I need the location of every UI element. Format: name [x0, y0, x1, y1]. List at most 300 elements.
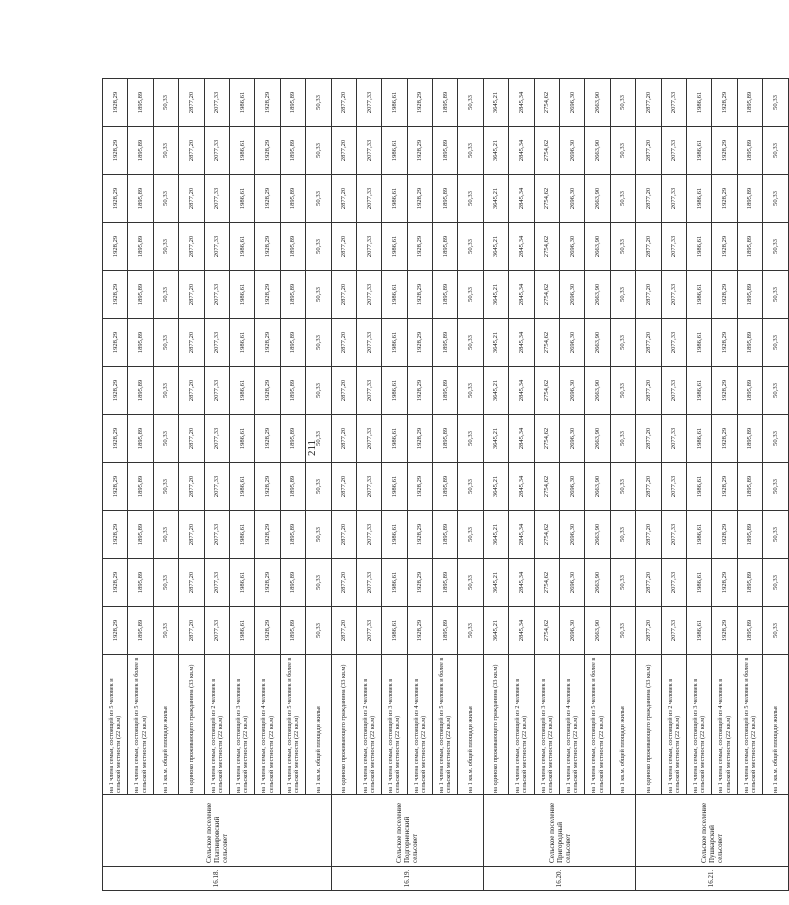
rate-value-cell: 1895,89	[433, 367, 458, 415]
rate-value-cell: 2877,20	[179, 607, 204, 655]
rate-value-cell: 1986,61	[686, 463, 711, 511]
rate-value-cell: 2077,33	[356, 271, 381, 319]
rate-value-cell: 1986,61	[686, 559, 711, 607]
rate-value-cell: 2663,90	[585, 127, 610, 175]
rate-value-cell: 50,33	[153, 79, 178, 127]
rate-value-cell: 2845,34	[509, 79, 534, 127]
rate-description: на 1 члена семьи, состоящей из 5 человек и сельской местности (22 кв.м)	[103, 655, 128, 795]
rate-value-cell: 50,33	[306, 415, 331, 463]
rate-value-cell: 2077,33	[356, 607, 381, 655]
settlement-name: Сельское поселение Платнировский сельсовет	[103, 795, 332, 867]
rate-value-cell: 50,33	[763, 175, 788, 223]
rate-value-cell: 1928,29	[712, 319, 737, 367]
rate-value-cell: 1895,89	[737, 175, 762, 223]
rate-description: на одиноко проживающего гражданина (33 кв.м)	[483, 655, 508, 795]
rate-value-cell: 1928,29	[407, 79, 432, 127]
rate-description: на 1 члена семьи, состоящей из 5 человек и более в сельской местности (22 кв.м)	[585, 655, 610, 795]
table-row	[636, 79, 661, 891]
rate-value-cell: 1928,29	[255, 127, 280, 175]
rate-value-cell: 1928,29	[255, 79, 280, 127]
rate-value-cell: 2077,33	[204, 415, 229, 463]
rate-value-cell: 1928,29	[103, 127, 128, 175]
rate-value-cell: 1895,89	[433, 511, 458, 559]
rate-value-cell: 1928,29	[407, 367, 432, 415]
rate-value-cell: 3645,21	[483, 607, 508, 655]
rate-value-cell: 3645,21	[483, 367, 508, 415]
rate-value-cell: 1895,89	[280, 511, 305, 559]
rate-value-cell: 50,33	[458, 511, 483, 559]
rate-value-cell: 1986,61	[382, 319, 407, 367]
rate-value-cell: 50,33	[306, 175, 331, 223]
rate-value-cell: 50,33	[763, 79, 788, 127]
rate-value-cell: 50,33	[458, 463, 483, 511]
rate-value-cell: 1986,61	[686, 511, 711, 559]
rate-value-cell: 50,33	[306, 463, 331, 511]
rate-value-cell: 2077,33	[204, 559, 229, 607]
rate-value-cell: 2877,20	[331, 271, 356, 319]
rate-value-cell: 2077,33	[356, 175, 381, 223]
rate-value-cell: 2077,33	[661, 463, 686, 511]
rate-value-cell: 2696,30	[560, 415, 585, 463]
rate-value-cell: 2754,62	[534, 223, 559, 271]
tariff-table-body	[103, 79, 789, 891]
rate-value-cell: 1895,89	[737, 271, 762, 319]
rate-value-cell: 50,33	[458, 175, 483, 223]
rate-value-cell: 1895,89	[128, 127, 153, 175]
rate-value-cell: 50,33	[458, 127, 483, 175]
rate-value-cell: 1986,61	[686, 175, 711, 223]
rate-value-cell: 1986,61	[229, 223, 254, 271]
rate-value-cell: 50,33	[458, 223, 483, 271]
rate-value-cell: 50,33	[153, 559, 178, 607]
rate-value-cell: 1986,61	[229, 271, 254, 319]
rate-value-cell: 1986,61	[686, 223, 711, 271]
rate-value-cell: 50,33	[763, 223, 788, 271]
rate-value-cell: 2877,20	[179, 511, 204, 559]
rate-value-cell: 1928,29	[103, 79, 128, 127]
rate-description: на 1 члена семьи, состоящей из 4 человек в сельской местности (22 кв.м)	[407, 655, 432, 795]
rate-value-cell: 1895,89	[737, 415, 762, 463]
rate-value-cell: 2845,34	[509, 511, 534, 559]
rate-value-cell: 1928,29	[712, 511, 737, 559]
rate-value-cell: 1986,61	[382, 223, 407, 271]
rate-value-cell: 1895,89	[737, 511, 762, 559]
rate-value-cell: 1895,89	[433, 463, 458, 511]
rate-description: на 1 члена семьи, состоящей из 4 человек в сельской местности (22 кв.м)	[255, 655, 280, 795]
rate-value-cell: 1895,89	[280, 607, 305, 655]
rate-value-cell: 1928,29	[103, 607, 128, 655]
rate-value-cell: 1928,29	[255, 511, 280, 559]
rate-value-cell: 1986,61	[686, 79, 711, 127]
rate-value-cell: 2077,33	[661, 127, 686, 175]
rate-value-cell: 1895,89	[280, 79, 305, 127]
rate-value-cell: 1986,61	[229, 607, 254, 655]
rate-value-cell: 50,33	[306, 79, 331, 127]
table-row	[509, 79, 534, 891]
table-row	[737, 79, 762, 891]
rate-value-cell: 1895,89	[737, 223, 762, 271]
rate-value-cell: 50,33	[610, 559, 635, 607]
rate-value-cell: 1895,89	[433, 607, 458, 655]
rate-description: на одиноко проживающего гражданина (33 кв.м)	[331, 655, 356, 795]
rate-description: на 1 кв.м. общей площади жилья	[610, 655, 635, 795]
rate-value-cell: 2077,33	[661, 559, 686, 607]
rate-value-cell: 50,33	[306, 511, 331, 559]
rate-value-cell: 2877,20	[636, 607, 661, 655]
rate-value-cell: 50,33	[153, 367, 178, 415]
rate-value-cell: 2696,30	[560, 175, 585, 223]
rate-value-cell: 2877,20	[636, 415, 661, 463]
rate-value-cell: 1928,29	[103, 415, 128, 463]
rate-value-cell: 1986,61	[686, 319, 711, 367]
rate-value-cell: 1986,61	[382, 511, 407, 559]
rate-value-cell: 1986,61	[382, 463, 407, 511]
rate-value-cell: 3645,21	[483, 319, 508, 367]
rate-value-cell: 1928,29	[712, 607, 737, 655]
rate-value-cell: 50,33	[458, 607, 483, 655]
rate-value-cell: 50,33	[610, 463, 635, 511]
rate-value-cell: 1928,29	[712, 367, 737, 415]
rate-value-cell: 2877,20	[636, 559, 661, 607]
rate-value-cell: 2877,20	[331, 415, 356, 463]
rate-value-cell: 1986,61	[382, 175, 407, 223]
table-row	[331, 79, 356, 891]
rate-value-cell: 2077,33	[204, 511, 229, 559]
table-row	[356, 79, 381, 891]
rate-value-cell: 50,33	[153, 415, 178, 463]
rate-value-cell: 50,33	[610, 367, 635, 415]
rate-value-cell: 1928,29	[103, 559, 128, 607]
rate-value-cell: 2077,33	[356, 463, 381, 511]
rate-description: на 1 члена семьи, состоящей из 5 человек и более в сельской местности (22 кв.м)	[433, 655, 458, 795]
settlement-name: Сельское поселение Пригородный сельсовет	[483, 795, 635, 867]
rate-value-cell: 1928,29	[712, 223, 737, 271]
rate-value-cell: 2877,20	[636, 79, 661, 127]
rate-value-cell: 2877,20	[636, 367, 661, 415]
rate-value-cell: 2696,30	[560, 271, 585, 319]
rate-value-cell: 2663,90	[585, 559, 610, 607]
rate-value-cell: 50,33	[763, 127, 788, 175]
page-number: 211	[306, 439, 319, 457]
table-row	[585, 79, 610, 891]
rate-value-cell: 1928,29	[255, 367, 280, 415]
rate-value-cell: 1895,89	[128, 271, 153, 319]
rate-value-cell: 2077,33	[204, 319, 229, 367]
rate-value-cell: 50,33	[306, 367, 331, 415]
rate-value-cell: 1928,29	[407, 127, 432, 175]
rate-value-cell: 2663,90	[585, 367, 610, 415]
rate-value-cell: 2845,34	[509, 559, 534, 607]
rate-value-cell: 1928,29	[255, 463, 280, 511]
rate-value-cell: 1928,29	[255, 223, 280, 271]
rate-value-cell: 2845,34	[509, 319, 534, 367]
rate-value-cell: 1928,29	[255, 271, 280, 319]
rate-value-cell: 1928,29	[407, 511, 432, 559]
rate-value-cell: 2696,30	[560, 607, 585, 655]
rate-value-cell: 50,33	[153, 511, 178, 559]
rate-value-cell: 1986,61	[382, 367, 407, 415]
rate-value-cell: 2877,20	[331, 223, 356, 271]
rate-value-cell: 1928,29	[103, 271, 128, 319]
rate-value-cell: 1986,61	[686, 127, 711, 175]
rate-value-cell: 50,33	[763, 511, 788, 559]
table-row	[255, 79, 280, 891]
rate-description: на 1 члена семьи, состоящей из 4 человек в сельской местности (22 кв.м)	[712, 655, 737, 795]
rate-description: на 1 члена семьи, состоящей из 5 человек и более в сельской местности (22 кв.м)	[737, 655, 762, 795]
rate-value-cell: 1986,61	[686, 607, 711, 655]
rate-value-cell: 2877,20	[331, 511, 356, 559]
rate-value-cell: 2877,20	[179, 319, 204, 367]
rate-value-cell: 2845,34	[509, 463, 534, 511]
table-row	[534, 79, 559, 891]
rate-value-cell: 50,33	[306, 559, 331, 607]
rate-value-cell: 2877,20	[179, 79, 204, 127]
rate-value-cell: 2077,33	[204, 607, 229, 655]
rate-value-cell: 2754,62	[534, 319, 559, 367]
rate-value-cell: 1928,29	[255, 319, 280, 367]
rate-value-cell: 1928,29	[407, 175, 432, 223]
rate-value-cell: 2877,20	[636, 511, 661, 559]
rate-value-cell: 1986,61	[229, 367, 254, 415]
rate-value-cell: 2845,34	[509, 127, 534, 175]
rate-value-cell: 1895,89	[433, 175, 458, 223]
rate-value-cell: 1928,29	[255, 607, 280, 655]
rate-value-cell: 2877,20	[331, 367, 356, 415]
rate-value-cell: 1895,89	[433, 223, 458, 271]
rate-value-cell: 2754,62	[534, 415, 559, 463]
rate-value-cell: 50,33	[153, 463, 178, 511]
rate-value-cell: 1895,89	[280, 415, 305, 463]
rate-value-cell: 1928,29	[103, 175, 128, 223]
table-row	[204, 79, 229, 891]
rate-value-cell: 50,33	[763, 367, 788, 415]
rate-value-cell: 1928,29	[712, 127, 737, 175]
rate-description: на 1 члена семьи, состоящей из 3 человек в сельской местности (22 кв.м)	[229, 655, 254, 795]
rate-value-cell: 1895,89	[128, 319, 153, 367]
rate-value-cell: 1895,89	[737, 367, 762, 415]
rate-value-cell: 2077,33	[661, 319, 686, 367]
rate-value-cell: 2663,90	[585, 607, 610, 655]
rate-value-cell: 2877,20	[331, 79, 356, 127]
rate-description: на 1 члена семьи, состоящей из 2 человек в сельской местности (22 кв.м)	[661, 655, 686, 795]
rate-value-cell: 1895,89	[280, 319, 305, 367]
rate-value-cell: 1986,61	[229, 79, 254, 127]
rate-value-cell: 1895,89	[128, 511, 153, 559]
rate-value-cell: 2663,90	[585, 463, 610, 511]
rate-value-cell: 2754,62	[534, 463, 559, 511]
rate-value-cell: 1928,29	[103, 511, 128, 559]
rate-value-cell: 1986,61	[382, 79, 407, 127]
rate-value-cell: 2754,62	[534, 271, 559, 319]
rate-value-cell: 1928,29	[103, 319, 128, 367]
rate-value-cell: 1895,89	[433, 79, 458, 127]
rate-value-cell: 1986,61	[686, 271, 711, 319]
rate-value-cell: 1928,29	[255, 415, 280, 463]
rate-value-cell: 2845,34	[509, 415, 534, 463]
rate-value-cell: 2663,90	[585, 271, 610, 319]
rate-value-cell: 1928,29	[255, 559, 280, 607]
rate-value-cell: 50,33	[610, 319, 635, 367]
rate-description: на 1 кв.м. общей площади жилья	[306, 655, 331, 795]
rate-value-cell: 1928,29	[407, 559, 432, 607]
rate-value-cell: 50,33	[153, 175, 178, 223]
rate-value-cell: 1928,29	[407, 415, 432, 463]
rate-value-cell: 1928,29	[712, 463, 737, 511]
rate-value-cell: 1895,89	[433, 559, 458, 607]
rate-value-cell: 2077,33	[204, 175, 229, 223]
rate-value-cell: 1986,61	[229, 127, 254, 175]
rate-description: на 1 члена семьи, состоящей из 3 человек в сельской местности (22 кв.м)	[382, 655, 407, 795]
rate-value-cell: 1928,29	[103, 463, 128, 511]
rate-value-cell: 2877,20	[636, 463, 661, 511]
rate-value-cell: 50,33	[458, 559, 483, 607]
table-row	[153, 79, 178, 891]
rate-value-cell: 2077,33	[661, 79, 686, 127]
rate-value-cell: 2877,20	[331, 127, 356, 175]
rate-value-cell: 50,33	[458, 319, 483, 367]
rate-value-cell: 1895,89	[280, 367, 305, 415]
rate-value-cell: 50,33	[763, 607, 788, 655]
rate-value-cell: 2696,30	[560, 127, 585, 175]
table-row	[280, 79, 305, 891]
rate-value-cell: 1986,61	[686, 415, 711, 463]
rate-value-cell: 2845,34	[509, 271, 534, 319]
rate-value-cell: 2877,20	[331, 175, 356, 223]
rate-value-cell: 2077,33	[356, 367, 381, 415]
rate-value-cell: 1986,61	[229, 415, 254, 463]
table-row	[610, 79, 635, 891]
rate-value-cell: 1895,89	[737, 319, 762, 367]
rate-value-cell: 2077,33	[356, 511, 381, 559]
rate-value-cell: 2696,30	[560, 223, 585, 271]
table-row	[407, 79, 432, 891]
rate-value-cell: 1895,89	[280, 463, 305, 511]
rate-value-cell: 1928,29	[103, 367, 128, 415]
rate-value-cell: 2077,33	[661, 511, 686, 559]
rate-description: на 1 кв.м. общей площади жилья	[763, 655, 788, 795]
rate-value-cell: 2877,20	[179, 463, 204, 511]
table-row	[433, 79, 458, 891]
rate-value-cell: 50,33	[610, 127, 635, 175]
rate-value-cell: 1928,29	[712, 271, 737, 319]
rate-value-cell: 2077,33	[204, 223, 229, 271]
rate-value-cell: 1928,29	[712, 559, 737, 607]
rate-value-cell: 2077,33	[661, 175, 686, 223]
rate-value-cell: 1895,89	[737, 559, 762, 607]
rate-value-cell: 1986,61	[229, 319, 254, 367]
rate-value-cell: 2696,30	[560, 559, 585, 607]
rate-value-cell: 2077,33	[204, 271, 229, 319]
group-number: 16.19.	[331, 867, 483, 891]
table-row	[128, 79, 153, 891]
rate-description: на 1 члена семьи, состоящей из 3 человек в сельской местности (22 кв.м)	[686, 655, 711, 795]
rate-value-cell: 1928,29	[407, 319, 432, 367]
rate-value-cell: 2754,62	[534, 559, 559, 607]
rate-value-cell: 2077,33	[356, 223, 381, 271]
rate-value-cell: 1928,29	[407, 607, 432, 655]
rate-value-cell: 3645,21	[483, 511, 508, 559]
rate-value-cell: 2877,20	[179, 559, 204, 607]
rate-value-cell: 50,33	[610, 223, 635, 271]
rate-value-cell: 3645,21	[483, 79, 508, 127]
rate-value-cell: 2877,20	[179, 271, 204, 319]
rate-value-cell: 1928,29	[255, 175, 280, 223]
rate-value-cell: 2877,20	[179, 175, 204, 223]
rate-value-cell: 1895,89	[128, 559, 153, 607]
rate-value-cell: 1986,61	[382, 559, 407, 607]
rate-value-cell: 50,33	[458, 367, 483, 415]
rate-value-cell: 50,33	[153, 607, 178, 655]
rate-value-cell: 2077,33	[204, 79, 229, 127]
table-row	[382, 79, 407, 891]
rate-value-cell: 3645,21	[483, 175, 508, 223]
rate-value-cell: 2077,33	[661, 607, 686, 655]
rate-value-cell: 50,33	[153, 223, 178, 271]
group-number: 16.21.	[636, 867, 788, 891]
rate-value-cell: 1895,89	[737, 79, 762, 127]
rate-value-cell: 1895,89	[128, 175, 153, 223]
rate-value-cell: 50,33	[306, 271, 331, 319]
rate-value-cell: 3645,21	[483, 463, 508, 511]
rate-value-cell: 50,33	[610, 511, 635, 559]
rate-value-cell: 50,33	[153, 271, 178, 319]
tariff-table	[102, 78, 789, 891]
table-row	[686, 79, 711, 891]
rate-value-cell: 1895,89	[128, 223, 153, 271]
rate-value-cell: 50,33	[610, 271, 635, 319]
table-row	[560, 79, 585, 891]
rate-value-cell: 2696,30	[560, 319, 585, 367]
rate-value-cell: 2663,90	[585, 79, 610, 127]
rate-value-cell: 50,33	[763, 271, 788, 319]
rate-value-cell: 2663,90	[585, 415, 610, 463]
rate-value-cell: 2663,90	[585, 511, 610, 559]
rate-value-cell: 2077,33	[204, 463, 229, 511]
rate-value-cell: 50,33	[306, 127, 331, 175]
rate-value-cell: 2696,30	[560, 511, 585, 559]
rate-value-cell: 2077,33	[356, 127, 381, 175]
table-row	[179, 79, 204, 891]
rate-value-cell: 2754,62	[534, 367, 559, 415]
rate-value-cell: 50,33	[306, 319, 331, 367]
table-row	[763, 79, 788, 891]
rate-value-cell: 2877,20	[636, 223, 661, 271]
rate-value-cell: 3645,21	[483, 415, 508, 463]
rate-value-cell: 50,33	[763, 415, 788, 463]
rate-value-cell: 50,33	[610, 79, 635, 127]
rate-value-cell: 2754,62	[534, 511, 559, 559]
rate-value-cell: 2077,33	[661, 415, 686, 463]
table-row	[103, 79, 128, 891]
rate-value-cell: 1895,89	[128, 79, 153, 127]
rate-value-cell: 1986,61	[382, 415, 407, 463]
rate-description: на одиноко проживающего гражданина (33 кв.м)	[179, 655, 204, 795]
settlement-name: Сельское поселение Пушкарский сельсовет	[636, 795, 788, 867]
rate-value-cell: 2696,30	[560, 367, 585, 415]
rate-value-cell: 1928,29	[712, 175, 737, 223]
rate-value-cell: 2877,20	[331, 559, 356, 607]
rate-value-cell: 1928,29	[712, 415, 737, 463]
rate-value-cell: 2754,62	[534, 607, 559, 655]
rate-value-cell: 1895,89	[128, 415, 153, 463]
rate-value-cell: 2077,33	[661, 367, 686, 415]
rate-value-cell: 2077,33	[661, 271, 686, 319]
group-number: 16.18.	[103, 867, 332, 891]
rate-description: на 1 члена семьи, состоящей из 2 человек в сельской местности (22 кв.м)	[204, 655, 229, 795]
rate-value-cell: 50,33	[763, 463, 788, 511]
rate-value-cell: 1895,89	[433, 319, 458, 367]
rate-value-cell: 2077,33	[356, 559, 381, 607]
